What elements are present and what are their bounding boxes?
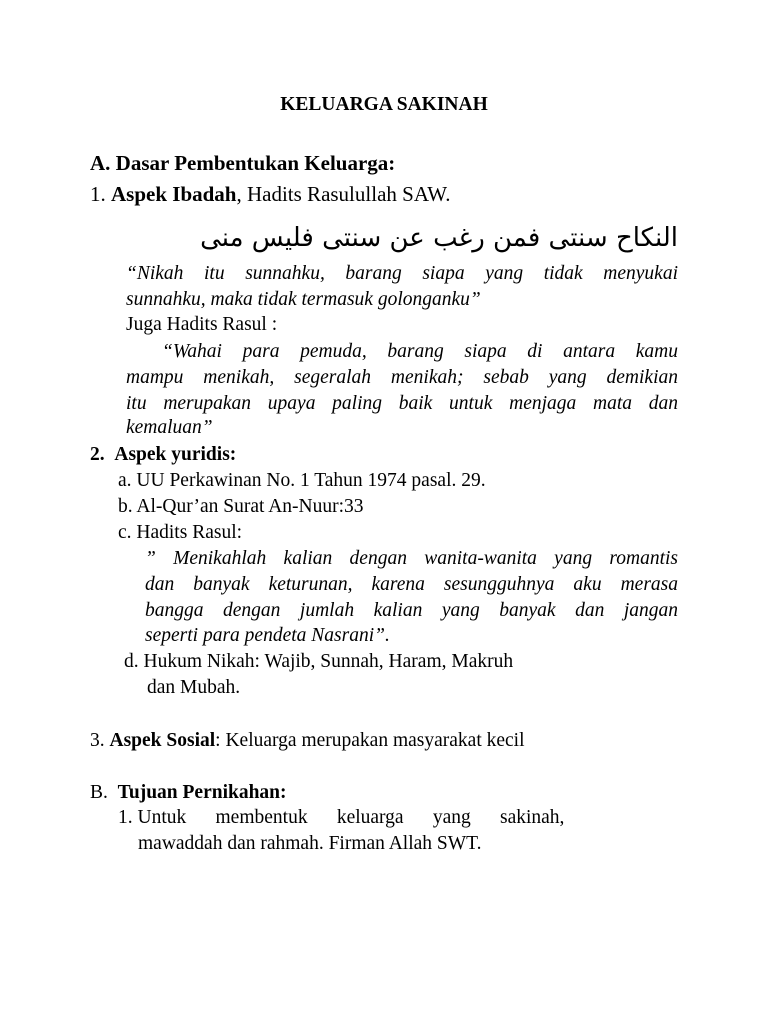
quote2-line1: “Wahai para pemuda, barang siapa di antara kamu — [162, 341, 678, 362]
quote2-line3: itu merupakan upaya paling baik untuk menjaga mata dan — [126, 393, 678, 414]
aspek-ibadah-rest: , Hadits Rasulullah SAW. — [236, 182, 451, 206]
yuridis-item-c: c. Hadits Rasul: — [118, 522, 243, 543]
quote3-line4: seperti para pendeta Nasrani”. — [145, 625, 390, 646]
aspek-sosial-rest: : Keluarga merupakan masyarakat kecil — [215, 730, 525, 751]
quote1-line2: sunnahku, maka tidak termasuk golonganku” — [126, 289, 481, 310]
quote3-line1: ” Menikahlah kalian dengan wanita-wanita yang romantis — [145, 548, 678, 569]
section-b-heading: Tujuan Pernikahan: — [117, 782, 287, 803]
yuridis-item-d-line2: dan Mubah. — [147, 677, 241, 698]
aspek-yuridis-label: Aspek yuridis: — [114, 444, 237, 465]
section-a-heading: A. Dasar Pembentukan Keluarga: — [90, 151, 396, 175]
aspek-yuridis-number: 2. — [90, 444, 105, 465]
juga-hadits-label: Juga Hadits Rasul : — [126, 314, 278, 335]
quote3-line3: bangga dengan jumlah kalian yang banyak dan jangan — [145, 600, 678, 621]
aspek-ibadah-label: Aspek Ibadah — [111, 182, 237, 206]
section-b-letter: B. — [90, 782, 108, 803]
aspek-sosial-line — [90, 729, 525, 753]
yuridis-item-d-line1: d. Hukum Nikah: Wajib, Sunnah, Haram, Makruh — [124, 651, 514, 672]
page-title: KELUARGA SAKINAH — [280, 94, 488, 115]
quote3-line2: dan banyak keturunan, karena sesungguhnya aku merasa — [145, 574, 678, 595]
aspek-ibadah-number: 1. — [90, 182, 106, 206]
tujuan-item1-line2: mawaddah dan rahmah. Firman Allah SWT. — [138, 833, 482, 854]
aspek-sosial-number: 3. — [90, 730, 105, 751]
yuridis-item-a: a. UU Perkawinan No. 1 Tahun 1974 pasal. 29. — [118, 470, 486, 491]
aspek-yuridis-line — [90, 443, 236, 467]
quote2-line4: kemaluan” — [126, 417, 213, 438]
quote2-line2: mampu menikah, segeralah menikah; sebab yang demikian — [126, 367, 678, 388]
aspek-ibadah-line — [90, 182, 450, 206]
aspek-sosial-label: Aspek Sosial — [109, 730, 216, 751]
yuridis-item-b: b. Al-Qur’an Surat An-Nuur:33 — [118, 496, 364, 517]
section-b-heading-line — [90, 781, 287, 805]
arabic-hadith: النكاح سنتى فمن رغب عن سنتى فليس منى — [200, 223, 678, 253]
tujuan-item1-line1: 1. Untuk membentuk keluarga yang sakinah, — [118, 807, 565, 828]
quote1-line1: “Nikah itu sunnahku, barang siapa yang tidak menyukai — [126, 263, 678, 284]
